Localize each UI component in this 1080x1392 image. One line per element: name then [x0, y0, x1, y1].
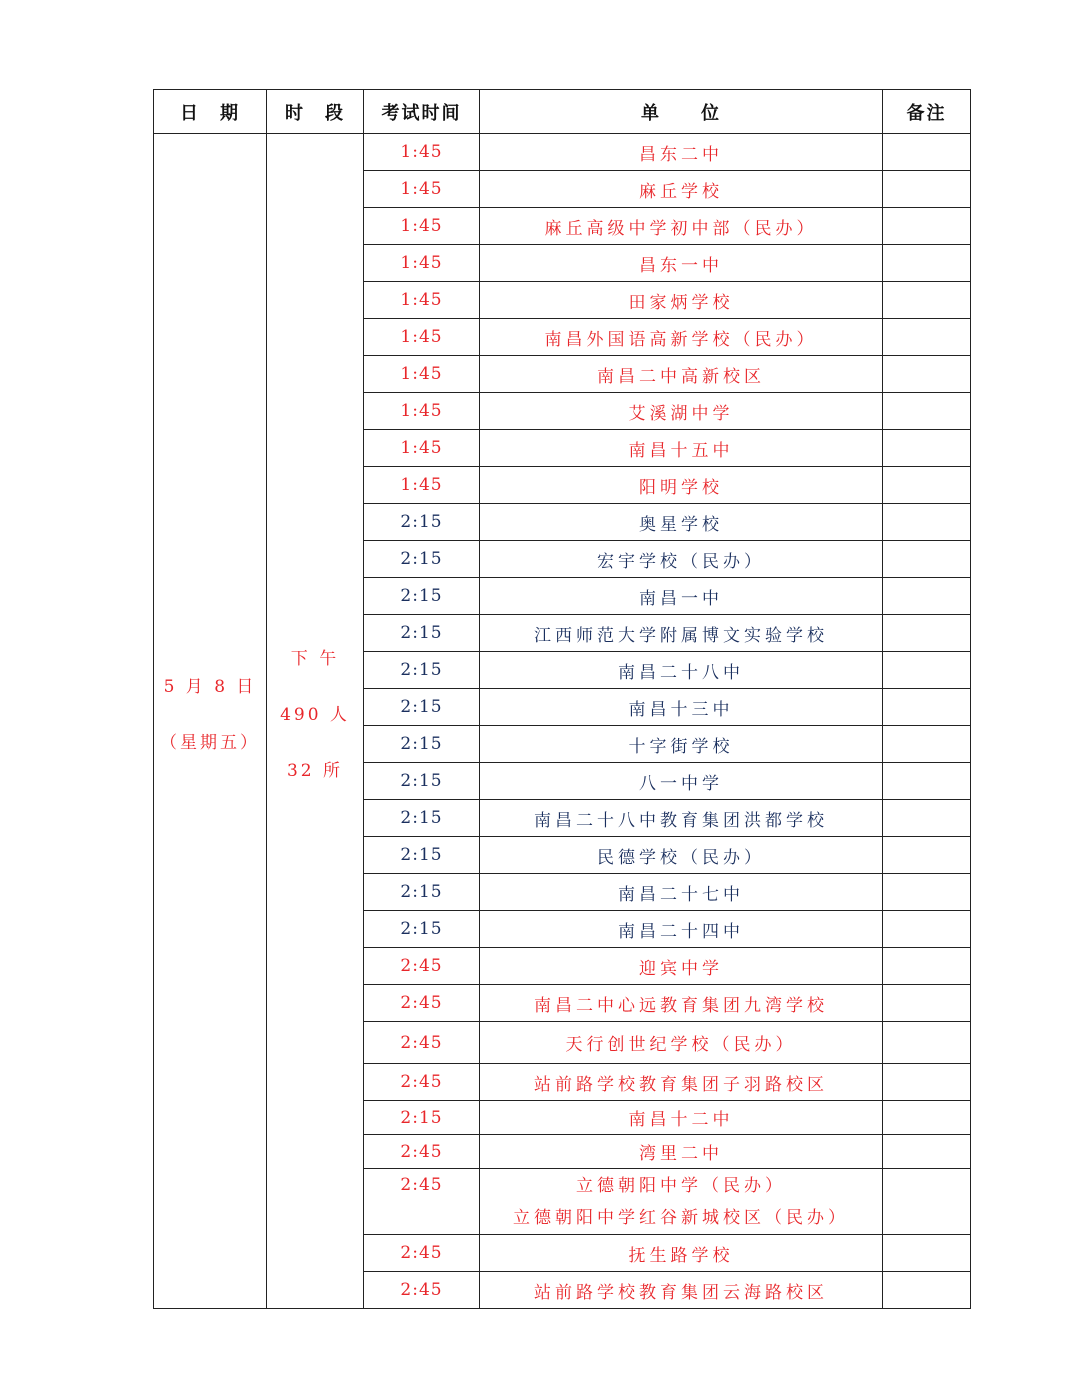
exam-time-cell: 2:15 — [364, 578, 480, 615]
note-cell — [883, 763, 971, 800]
date-weekday: （星期五） — [160, 733, 260, 753]
note-cell — [883, 504, 971, 541]
unit-cell: 十字街学校 — [480, 726, 883, 763]
note-cell — [883, 541, 971, 578]
unit-cell: 抚生路学校 — [480, 1235, 883, 1272]
unit-name-secondary: 立德朝阳中学红谷新城校区（民办） — [513, 1207, 849, 1228]
unit-cell: 站前路学校教育集团云海路校区 — [480, 1272, 883, 1309]
unit-cell: 民德学校（民办） — [480, 837, 883, 874]
exam-time-cell: 2:15 — [364, 504, 480, 541]
note-cell — [883, 689, 971, 726]
note-cell — [883, 245, 971, 282]
exam-time-cell: 2:15 — [364, 1101, 480, 1135]
note-cell — [883, 171, 971, 208]
note-cell — [883, 1272, 971, 1309]
unit-cell: 南昌二十八中 — [480, 652, 883, 689]
note-cell — [883, 282, 971, 319]
exam-time-cell: 2:45 — [364, 1235, 480, 1272]
exam-time-cell: 2:45 — [364, 1022, 480, 1064]
note-cell — [883, 578, 971, 615]
exam-time-cell: 2:45 — [364, 948, 480, 985]
note-cell — [883, 615, 971, 652]
note-cell — [883, 393, 971, 430]
note-cell — [883, 911, 971, 948]
exam-time-cell: 2:15 — [364, 874, 480, 911]
unit-cell: 南昌二中高新校区 — [480, 356, 883, 393]
exam-time-cell: 2:15 — [364, 726, 480, 763]
unit-cell: 昌东一中 — [480, 245, 883, 282]
exam-time-cell: 2:15 — [364, 615, 480, 652]
unit-cell: 湾里二中 — [480, 1135, 883, 1169]
period-schools: 32 所 — [286, 761, 344, 781]
header-row — [154, 90, 971, 134]
unit-cell: 八一中学 — [480, 763, 883, 800]
note-cell — [883, 726, 971, 763]
unit-cell: 宏宇学校（民办） — [480, 541, 883, 578]
header-period: 时 段 — [267, 90, 364, 134]
exam-time-cell: 1:45 — [364, 319, 480, 356]
unit-cell: 南昌十五中 — [480, 430, 883, 467]
exam-time-cell: 1:45 — [364, 282, 480, 319]
period-cell — [267, 134, 364, 1309]
note-cell — [883, 1235, 971, 1272]
unit-cell: 站前路学校教育集团子羽路校区 — [480, 1064, 883, 1101]
note-cell — [883, 837, 971, 874]
unit-cell: 昌东二中 — [480, 134, 883, 171]
table-row — [154, 134, 971, 171]
note-cell — [883, 1135, 971, 1169]
unit-name: 立德朝阳中学（民办） — [576, 1175, 786, 1196]
header-note: 备注 — [883, 90, 971, 134]
unit-cell: 奥星学校 — [480, 504, 883, 541]
exam-time-cell: 2:15 — [364, 800, 480, 837]
unit-cell: 艾溪湖中学 — [480, 393, 883, 430]
note-cell — [883, 134, 971, 171]
exam-time-cell: 1:45 — [364, 245, 480, 282]
unit-cell: 南昌二中心远教育集团九湾学校 — [480, 985, 883, 1022]
date-cell — [154, 134, 267, 1309]
note-cell — [883, 1169, 971, 1235]
exam-time-cell: 2:45 — [364, 1064, 480, 1101]
note-cell — [883, 652, 971, 689]
exam-time-cell: 2:15 — [364, 911, 480, 948]
unit-cell: 南昌二十四中 — [480, 911, 883, 948]
period-count: 490 人 — [280, 705, 350, 725]
exam-time-cell: 2:45 — [364, 985, 480, 1022]
note-cell — [883, 430, 971, 467]
exam-time-cell: 1:45 — [364, 393, 480, 430]
exam-time-cell: 2:15 — [364, 652, 480, 689]
note-cell — [883, 319, 971, 356]
period-label: 下 午 — [290, 649, 340, 669]
exam-time-cell: 1:45 — [364, 171, 480, 208]
note-cell — [883, 985, 971, 1022]
unit-cell: 南昌十二中 — [480, 1101, 883, 1135]
unit-cell: 麻丘学校 — [480, 171, 883, 208]
unit-cell: 南昌外国语高新学校（民办） — [480, 319, 883, 356]
exam-time-cell: 1:45 — [364, 467, 480, 504]
header-date: 日 期 — [154, 90, 267, 134]
date-day: 5 月 8 日 — [163, 677, 257, 697]
unit-cell: 田家炳学校 — [480, 282, 883, 319]
unit-cell: 江西师范大学附属博文实验学校 — [480, 615, 883, 652]
header-exam-time: 考试时间 — [364, 90, 480, 134]
note-cell — [883, 1064, 971, 1101]
exam-time-cell: 2:45 — [364, 1169, 480, 1235]
unit-cell: 天行创世纪学校（民办） — [480, 1022, 883, 1064]
note-cell — [883, 800, 971, 837]
note-cell — [883, 356, 971, 393]
note-cell — [883, 874, 971, 911]
note-cell — [883, 467, 971, 504]
note-cell — [883, 1101, 971, 1135]
note-cell — [883, 948, 971, 985]
unit-cell: 南昌十三中 — [480, 689, 883, 726]
exam-time-cell: 1:45 — [364, 208, 480, 245]
unit-cell: 南昌一中 — [480, 578, 883, 615]
note-cell — [883, 208, 971, 245]
schedule-table — [153, 89, 971, 1309]
unit-cell: 阳明学校 — [480, 467, 883, 504]
exam-time-cell: 1:45 — [364, 356, 480, 393]
exam-time-cell: 2:15 — [364, 541, 480, 578]
exam-time-cell: 2:15 — [364, 837, 480, 874]
exam-time-cell: 1:45 — [364, 430, 480, 467]
exam-time-cell: 1:45 — [364, 134, 480, 171]
unit-cell — [480, 1169, 883, 1235]
exam-time-cell: 2:45 — [364, 1272, 480, 1309]
note-cell — [883, 1022, 971, 1064]
exam-time-cell: 2:15 — [364, 763, 480, 800]
unit-cell: 南昌二十七中 — [480, 874, 883, 911]
exam-time-cell: 2:45 — [364, 1135, 480, 1169]
unit-cell: 迎宾中学 — [480, 948, 883, 985]
exam-time-cell: 2:15 — [364, 689, 480, 726]
unit-cell: 麻丘高级中学初中部（民办） — [480, 208, 883, 245]
unit-cell: 南昌二十八中教育集团洪都学校 — [480, 800, 883, 837]
header-unit: 单 位 — [480, 90, 883, 134]
